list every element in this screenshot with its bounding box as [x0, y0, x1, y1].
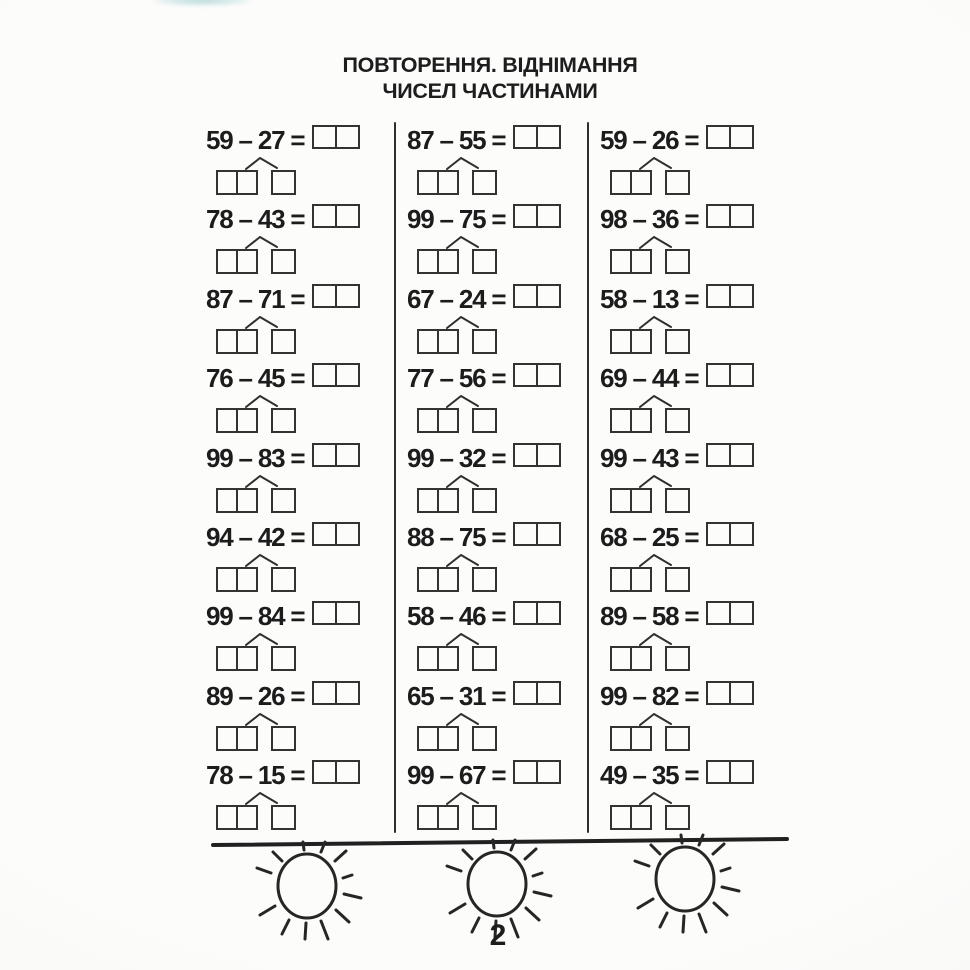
decomposition-pair-box — [216, 567, 258, 592]
decomp-box-3[interactable] — [472, 170, 497, 195]
equation-row — [600, 523, 754, 551]
split-fork-icon — [445, 633, 485, 647]
problems-column-1 — [206, 126, 360, 841]
decomposition — [216, 317, 296, 354]
decomp-box-2[interactable] — [437, 646, 459, 671]
split-fork-icon — [445, 157, 485, 171]
split-fork-icon — [244, 316, 284, 330]
answer-box-ones[interactable] — [536, 522, 561, 546]
sun-icon — [627, 821, 743, 937]
decomp-box-2[interactable] — [236, 567, 258, 592]
equation-row — [206, 682, 360, 710]
decomp-box-3[interactable] — [271, 567, 296, 592]
answer-box-ones[interactable] — [335, 443, 360, 467]
decomposition-pair-box — [417, 408, 459, 433]
decomp-box-2[interactable] — [437, 567, 459, 592]
answer-box-ones[interactable] — [335, 125, 360, 149]
subtraction-problem — [206, 523, 360, 602]
decomposition — [417, 714, 497, 751]
answer-boxes — [513, 601, 561, 625]
answer-box-tens[interactable] — [706, 601, 731, 625]
answer-box-tens[interactable] — [513, 601, 538, 625]
answer-boxes — [513, 681, 561, 705]
decomposition-pair-box — [216, 488, 258, 513]
decomp-box-2[interactable] — [630, 488, 652, 513]
answer-boxes — [513, 443, 561, 467]
split-fork-icon — [244, 157, 284, 171]
split-fork-icon — [244, 236, 284, 250]
answer-box-ones[interactable] — [729, 363, 754, 387]
subtraction-problem — [407, 205, 561, 284]
decomposition — [417, 555, 497, 592]
equation-row — [600, 602, 754, 630]
answer-boxes — [312, 601, 360, 625]
decomposition — [610, 555, 690, 592]
answer-box-tens[interactable] — [513, 522, 538, 546]
decomp-box-2[interactable] — [630, 329, 652, 354]
answer-boxes — [312, 125, 360, 149]
equation-text: 99 – 32 = — [407, 442, 506, 473]
equation-row — [407, 602, 561, 630]
equation-row — [407, 126, 561, 154]
decomposition-pair-box — [610, 567, 652, 592]
decomposition — [216, 237, 296, 274]
answer-box-ones[interactable] — [335, 760, 360, 784]
answer-boxes — [312, 204, 360, 228]
decomp-box-2[interactable] — [630, 408, 652, 433]
subtraction-problem — [206, 126, 360, 205]
answer-box-tens[interactable] — [513, 125, 538, 149]
problems-column-3 — [600, 126, 754, 841]
equation-row — [407, 205, 561, 233]
subtraction-problem — [407, 523, 561, 602]
split-fork-icon — [244, 554, 284, 568]
decomp-box-3[interactable] — [472, 646, 497, 671]
decomp-box-2[interactable] — [630, 567, 652, 592]
decomposition — [610, 634, 690, 671]
answer-boxes — [312, 522, 360, 546]
subtraction-problem — [206, 602, 360, 681]
subtraction-problem — [206, 682, 360, 761]
answer-box-ones[interactable] — [335, 522, 360, 546]
equation-row — [600, 761, 754, 789]
decomp-box-2[interactable] — [236, 726, 258, 751]
subtraction-problem — [600, 205, 754, 284]
decomp-box-2[interactable] — [236, 488, 258, 513]
split-fork-icon — [638, 475, 678, 489]
answer-box-tens[interactable] — [706, 522, 731, 546]
decomp-box-3[interactable] — [271, 726, 296, 751]
decomposition-pair-box — [610, 488, 652, 513]
decomp-box-3[interactable] — [472, 488, 497, 513]
answer-box-ones[interactable] — [536, 284, 561, 308]
equation-row — [407, 523, 561, 551]
decomp-box-3[interactable] — [665, 488, 690, 513]
split-fork-icon — [638, 554, 678, 568]
answer-box-tens[interactable] — [312, 760, 337, 784]
answer-box-ones[interactable] — [536, 601, 561, 625]
equation-text: 67 – 24 = — [407, 283, 506, 314]
decomposition — [417, 476, 497, 513]
decomposition — [610, 317, 690, 354]
subtraction-problem — [206, 285, 360, 364]
subtraction-problem — [206, 205, 360, 284]
subtraction-problem — [407, 364, 561, 443]
split-fork-icon — [445, 236, 485, 250]
subtraction-problem — [600, 682, 754, 761]
answer-box-tens[interactable] — [706, 284, 731, 308]
decomp-box-2[interactable] — [437, 408, 459, 433]
decomposition-pair-box — [216, 170, 258, 195]
answer-box-ones[interactable] — [536, 681, 561, 705]
equation-row — [407, 364, 561, 392]
decomp-box-2[interactable] — [630, 249, 652, 274]
page-number: 2 — [489, 919, 507, 952]
equation-row — [600, 285, 754, 313]
split-fork-icon — [638, 713, 678, 727]
subtraction-problem — [600, 602, 754, 681]
split-fork-icon — [244, 792, 284, 806]
split-fork-icon — [638, 157, 678, 171]
decomp-box-2[interactable] — [236, 170, 258, 195]
answer-box-tens[interactable] — [706, 204, 731, 228]
decomposition — [610, 237, 690, 274]
equation-text: 99 – 82 = — [600, 680, 699, 711]
answer-box-ones[interactable] — [536, 443, 561, 467]
equation-row — [407, 761, 561, 789]
answer-box-ones[interactable] — [729, 522, 754, 546]
decomp-box-3[interactable] — [271, 488, 296, 513]
answer-box-tens[interactable] — [706, 760, 731, 784]
decomp-box-3[interactable] — [665, 567, 690, 592]
decomp-box-3[interactable] — [665, 408, 690, 433]
answer-box-ones[interactable] — [729, 760, 754, 784]
sun-icon — [249, 828, 365, 944]
equation-row — [600, 126, 754, 154]
decomposition — [216, 793, 296, 830]
subtraction-problem — [407, 682, 561, 761]
answer-boxes — [513, 760, 561, 784]
answer-box-tens[interactable] — [706, 443, 731, 467]
answer-boxes — [513, 125, 561, 149]
equation-text: 89 – 26 = — [206, 680, 305, 711]
decomp-box-2[interactable] — [236, 408, 258, 433]
split-fork-icon — [445, 554, 485, 568]
answer-box-ones[interactable] — [335, 363, 360, 387]
equation-text: 99 – 43 = — [600, 442, 699, 473]
subtraction-problem — [407, 285, 561, 364]
answer-box-tens[interactable] — [312, 681, 337, 705]
answer-box-tens[interactable] — [312, 284, 337, 308]
decomposition-pair-box — [216, 249, 258, 274]
subtraction-problem — [206, 364, 360, 443]
answer-box-tens[interactable] — [513, 204, 538, 228]
equation-row — [206, 523, 360, 551]
decomp-box-2[interactable] — [236, 646, 258, 671]
equation-text: 98 – 36 = — [600, 204, 699, 235]
decomposition — [216, 555, 296, 592]
equation-text: 99 – 83 = — [206, 442, 305, 473]
decomp-box-3[interactable] — [665, 726, 690, 751]
scan-artifact — [146, 0, 286, 8]
decomposition — [216, 634, 296, 671]
equation-row — [600, 205, 754, 233]
answer-box-ones[interactable] — [536, 363, 561, 387]
equation-text: 87 – 71 = — [206, 283, 305, 314]
answer-box-tens[interactable] — [312, 522, 337, 546]
decomposition — [417, 793, 497, 830]
decomposition — [216, 476, 296, 513]
decomp-box-2[interactable] — [437, 329, 459, 354]
split-fork-icon — [244, 713, 284, 727]
split-fork-icon — [445, 713, 485, 727]
equation-row — [407, 285, 561, 313]
equation-text: 99 – 75 = — [407, 204, 506, 235]
answer-box-ones[interactable] — [536, 204, 561, 228]
answer-boxes — [706, 681, 754, 705]
answer-box-tens[interactable] — [706, 363, 731, 387]
decomposition-pair-box — [610, 170, 652, 195]
equation-row — [600, 682, 754, 710]
equation-row — [407, 682, 561, 710]
answer-boxes — [513, 363, 561, 387]
decomposition-pair-box — [417, 726, 459, 751]
page-title — [10, 52, 970, 104]
equation-text: 68 – 25 = — [600, 521, 699, 552]
subtraction-problem — [600, 364, 754, 443]
equation-row — [407, 444, 561, 472]
split-fork-icon — [638, 236, 678, 250]
decomp-box-2[interactable] — [236, 329, 258, 354]
equation-text: 87 – 55 = — [407, 125, 506, 155]
answer-box-tens[interactable] — [513, 681, 538, 705]
subtraction-problem — [206, 444, 360, 523]
decomposition — [216, 714, 296, 751]
split-fork-icon — [244, 633, 284, 647]
decomposition — [610, 396, 690, 433]
answer-box-tens[interactable] — [312, 204, 337, 228]
decomp-box-3[interactable] — [472, 408, 497, 433]
decomp-box-2[interactable] — [437, 488, 459, 513]
decomp-box-2[interactable] — [630, 170, 652, 195]
answer-box-tens[interactable] — [312, 363, 337, 387]
equation-text: 94 – 42 = — [206, 521, 305, 552]
decomposition-pair-box — [216, 646, 258, 671]
answer-boxes — [706, 125, 754, 149]
subtraction-problem — [600, 285, 754, 364]
answer-boxes — [706, 601, 754, 625]
decomp-box-3[interactable] — [271, 249, 296, 274]
subtraction-problem — [407, 126, 561, 205]
split-fork-icon — [244, 475, 284, 489]
decomp-box-3[interactable] — [271, 329, 296, 354]
split-fork-icon — [244, 395, 284, 409]
answer-box-tens[interactable] — [312, 443, 337, 467]
decomp-box-3[interactable] — [472, 249, 497, 274]
decomposition — [417, 237, 497, 274]
decomposition-pair-box — [610, 646, 652, 671]
answer-boxes — [706, 204, 754, 228]
split-fork-icon — [638, 633, 678, 647]
equation-row — [600, 364, 754, 392]
answer-box-tens[interactable] — [513, 363, 538, 387]
equation-text: 78 – 43 = — [206, 204, 305, 235]
problems-column-2 — [407, 126, 561, 841]
decomp-box-3[interactable] — [271, 408, 296, 433]
decomp-box-3[interactable] — [665, 170, 690, 195]
column-divider-2 — [587, 122, 589, 833]
answer-boxes — [513, 204, 561, 228]
answer-box-tens[interactable] — [312, 601, 337, 625]
answer-boxes — [706, 522, 754, 546]
equation-text: 59 – 26 = — [600, 125, 699, 155]
answer-box-tens[interactable] — [513, 284, 538, 308]
decomp-box-2[interactable] — [437, 170, 459, 195]
answer-box-ones[interactable] — [536, 760, 561, 784]
decomposition-pair-box — [610, 329, 652, 354]
equation-text: 89 – 58 = — [600, 601, 699, 632]
equation-text: 78 – 15 = — [206, 760, 305, 791]
decomp-box-3[interactable] — [271, 646, 296, 671]
decomp-box-3[interactable] — [472, 329, 497, 354]
decomposition — [417, 317, 497, 354]
decomp-box-3[interactable] — [665, 249, 690, 274]
equation-text: 99 – 67 = — [407, 760, 506, 791]
equation-text: 77 – 56 = — [407, 363, 506, 394]
answer-box-ones[interactable] — [729, 443, 754, 467]
subtraction-problem — [407, 602, 561, 681]
title-line-2: ЧИСЕЛ ЧАСТИНАМИ — [382, 79, 598, 103]
decomp-box-3[interactable] — [472, 726, 497, 751]
equation-text: 65 – 31 = — [407, 680, 506, 711]
answer-boxes — [706, 760, 754, 784]
subtraction-problem — [407, 444, 561, 523]
answer-boxes — [312, 284, 360, 308]
equation-row — [206, 285, 360, 313]
decomp-box-2[interactable] — [437, 726, 459, 751]
decomposition-pair-box — [417, 646, 459, 671]
decomp-box-2[interactable] — [437, 249, 459, 274]
decomposition — [417, 396, 497, 433]
decomposition-pair-box — [417, 488, 459, 513]
decomposition-pair-box — [610, 249, 652, 274]
answer-boxes — [312, 443, 360, 467]
split-fork-icon — [445, 395, 485, 409]
decomposition — [610, 714, 690, 751]
split-fork-icon — [445, 316, 485, 330]
decomp-box-2[interactable] — [630, 646, 652, 671]
equation-text: 59 – 27 = — [206, 125, 305, 155]
answer-box-ones[interactable] — [729, 204, 754, 228]
answer-box-tens[interactable] — [513, 443, 538, 467]
answer-boxes — [513, 284, 561, 308]
subtraction-problem — [600, 444, 754, 523]
decomposition-pair-box — [417, 329, 459, 354]
equation-text: 58 – 13 = — [600, 283, 699, 314]
decomposition — [610, 476, 690, 513]
decomp-box-2[interactable] — [236, 805, 258, 830]
title-line-1: ПОВТОРЕННЯ. ВІДНІМАННЯ — [342, 53, 638, 77]
answer-box-ones[interactable] — [335, 204, 360, 228]
subtraction-problem — [600, 126, 754, 205]
answer-box-ones[interactable] — [729, 681, 754, 705]
equation-text: 69 – 44 = — [600, 363, 699, 394]
split-fork-icon — [445, 792, 485, 806]
equation-row — [206, 205, 360, 233]
equation-row — [206, 602, 360, 630]
decomposition — [417, 634, 497, 671]
answer-box-ones[interactable] — [729, 125, 754, 149]
equation-row — [206, 761, 360, 789]
decomposition-pair-box — [216, 805, 258, 830]
column-divider-1 — [394, 122, 396, 833]
decomp-box-2[interactable] — [630, 726, 652, 751]
equation-text: 49 – 35 = — [600, 760, 699, 791]
equation-row — [206, 126, 360, 154]
decomp-box-3[interactable] — [665, 646, 690, 671]
equation-row — [206, 364, 360, 392]
equation-text: 76 – 45 = — [206, 363, 305, 394]
decomp-box-3[interactable] — [271, 805, 296, 830]
split-fork-icon — [638, 792, 678, 806]
answer-box-ones[interactable] — [536, 125, 561, 149]
answer-box-tens[interactable] — [312, 125, 337, 149]
decomposition — [610, 158, 690, 195]
answer-boxes — [706, 363, 754, 387]
decomposition-pair-box — [610, 726, 652, 751]
answer-box-tens[interactable] — [706, 681, 731, 705]
answer-box-tens[interactable] — [513, 760, 538, 784]
decomposition — [216, 158, 296, 195]
answer-boxes — [312, 363, 360, 387]
decomp-box-3[interactable] — [472, 567, 497, 592]
decomposition-pair-box — [216, 329, 258, 354]
decomposition-pair-box — [610, 408, 652, 433]
decomposition — [417, 158, 497, 195]
decomposition-pair-box — [417, 170, 459, 195]
equation-text: 99 – 84 = — [206, 601, 305, 632]
decomposition-pair-box — [216, 726, 258, 751]
answer-box-ones[interactable] — [335, 681, 360, 705]
decomposition-pair-box — [417, 567, 459, 592]
answer-box-tens[interactable] — [706, 125, 731, 149]
decomposition-pair-box — [216, 408, 258, 433]
split-fork-icon — [638, 395, 678, 409]
answer-box-ones[interactable] — [335, 284, 360, 308]
equation-row — [206, 444, 360, 472]
decomp-box-3[interactable] — [665, 329, 690, 354]
answer-box-ones[interactable] — [729, 284, 754, 308]
decomp-box-2[interactable] — [236, 249, 258, 274]
answer-box-ones[interactable] — [729, 601, 754, 625]
answer-boxes — [312, 681, 360, 705]
split-fork-icon — [638, 316, 678, 330]
decomposition-pair-box — [417, 249, 459, 274]
answer-boxes — [513, 522, 561, 546]
answer-boxes — [312, 760, 360, 784]
equation-row — [600, 444, 754, 472]
equation-text: 58 – 46 = — [407, 601, 506, 632]
answer-box-ones[interactable] — [335, 601, 360, 625]
decomp-box-3[interactable] — [271, 170, 296, 195]
equation-text: 88 – 75 = — [407, 521, 506, 552]
subtraction-problem — [600, 523, 754, 602]
split-fork-icon — [445, 475, 485, 489]
decomposition — [216, 396, 296, 433]
answer-boxes — [706, 284, 754, 308]
answer-boxes — [706, 443, 754, 467]
